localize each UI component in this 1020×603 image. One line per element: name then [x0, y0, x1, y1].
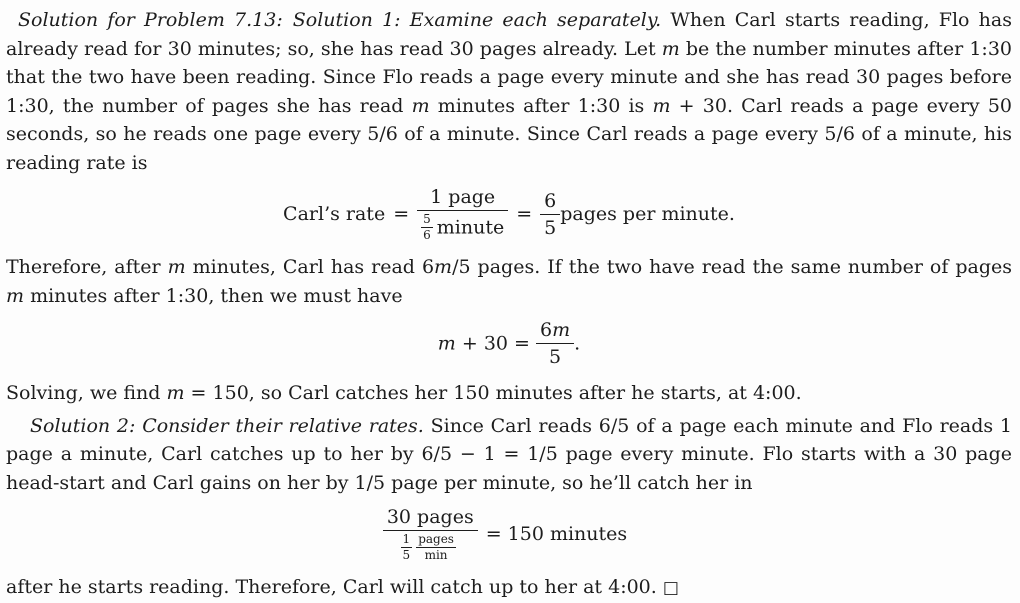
math-var-m: m	[411, 94, 430, 117]
solution-1-subhead: Solution 1: Examine each separately.	[292, 9, 662, 31]
small-fraction-5-6: $\frac{5}{6}$	[423, 212, 431, 242]
fraction-denominator	[383, 531, 478, 562]
equation-m-plus-30	[6, 319, 1012, 368]
fraction-numerator: 1 page	[417, 186, 508, 211]
fraction-rate	[417, 186, 508, 242]
math-var-m: m	[652, 94, 671, 117]
equals-sign: =	[516, 203, 533, 225]
fraction-numerator: 6	[540, 190, 560, 215]
math-var-m: m	[167, 256, 186, 278]
small-fraction-1-5: $\frac{1}{5}$	[402, 532, 411, 562]
equation-rhs: = 150 minutes	[485, 523, 628, 545]
math-var-m: m	[437, 332, 456, 355]
text-run: be the number minutes after 1:30 that the two have been reading. Since Flo reads a page every minute and she has read 30 pages before 1:30, the number of pages she has read	[6, 37, 1013, 117]
text-run: = 150, so Carl catches her 150 minutes after he starts, at 4:00.	[184, 382, 802, 404]
equation-carls-rate	[6, 186, 1012, 242]
math-var-m: m	[434, 256, 453, 278]
paragraph-therefore	[6, 253, 1012, 310]
fraction-6-5	[540, 190, 560, 239]
text-run: after he starts reading. Therefore, Carl will catch up to her at 4:00.	[6, 576, 663, 598]
text-run: When Carl starts reading, Flo has already read for 30 minutes; so, she has read 30 pages already. Let	[6, 9, 1012, 60]
solution-header: Solution for Problem 7.13:	[18, 9, 283, 31]
text-run: minutes after 1:30, then we must have	[24, 284, 403, 307]
fraction-numerator: 30 pages	[383, 506, 478, 531]
text-run: minutes after 1:30 is	[429, 94, 653, 117]
equation-30-pages	[6, 506, 1012, 562]
math-var-m: m	[166, 382, 185, 404]
qed-square: □	[662, 578, 679, 598]
math-var-m: m	[6, 284, 25, 307]
text-run: /5 pages. If the two have read the same number of pages	[452, 256, 1012, 278]
fraction-denominator: 5	[549, 346, 562, 368]
fraction-6m-5	[536, 319, 574, 368]
fraction-30-pages	[383, 506, 478, 562]
text-run: Therefore, after	[6, 256, 168, 278]
paragraph-conclusion	[6, 573, 1012, 603]
paragraph-solution-1	[6, 6, 1012, 177]
operator-run: + 30 =	[455, 332, 537, 355]
text-run: Since Carl reads 6/5 of a page each minute and Flo reads 1 page a minute, Carl catches up to her by 6/5 − 1 = 1/5 page every minute. Flo starts with a 30 page head-start and Carl gains on her by 1/5 page per minute, so he’ll catch her in	[6, 414, 1012, 494]
period: .	[574, 332, 581, 355]
fraction-numerator: 6m	[536, 319, 574, 344]
solution-2-subhead: Solution 2: Consider their relative rates.	[30, 414, 424, 437]
fraction-denominator: 5	[544, 216, 557, 239]
equals-sign: =	[393, 203, 410, 225]
math-var-m: m	[661, 37, 680, 60]
paragraph-solving	[6, 379, 1012, 408]
small-fraction-pages-min: pages min	[418, 532, 454, 562]
text-run: Solving, we find	[6, 382, 167, 404]
fraction-denominator	[417, 211, 508, 242]
text-run: + 30. Carl reads a page every 50 seconds, so he reads one page every 5/6 of a minute. Since Carl reads a page every 5/6 of a minute, his reading rate is	[6, 94, 1012, 174]
equation-lhs-label: Carl’s rate	[283, 203, 386, 225]
equation-tail-text: pages per minute.	[560, 203, 735, 225]
math-var-m: m	[552, 319, 571, 341]
paragraph-solution-2	[6, 412, 1012, 498]
text-run: minutes, Carl has read 6	[185, 256, 435, 278]
text-run: minute	[436, 216, 505, 239]
